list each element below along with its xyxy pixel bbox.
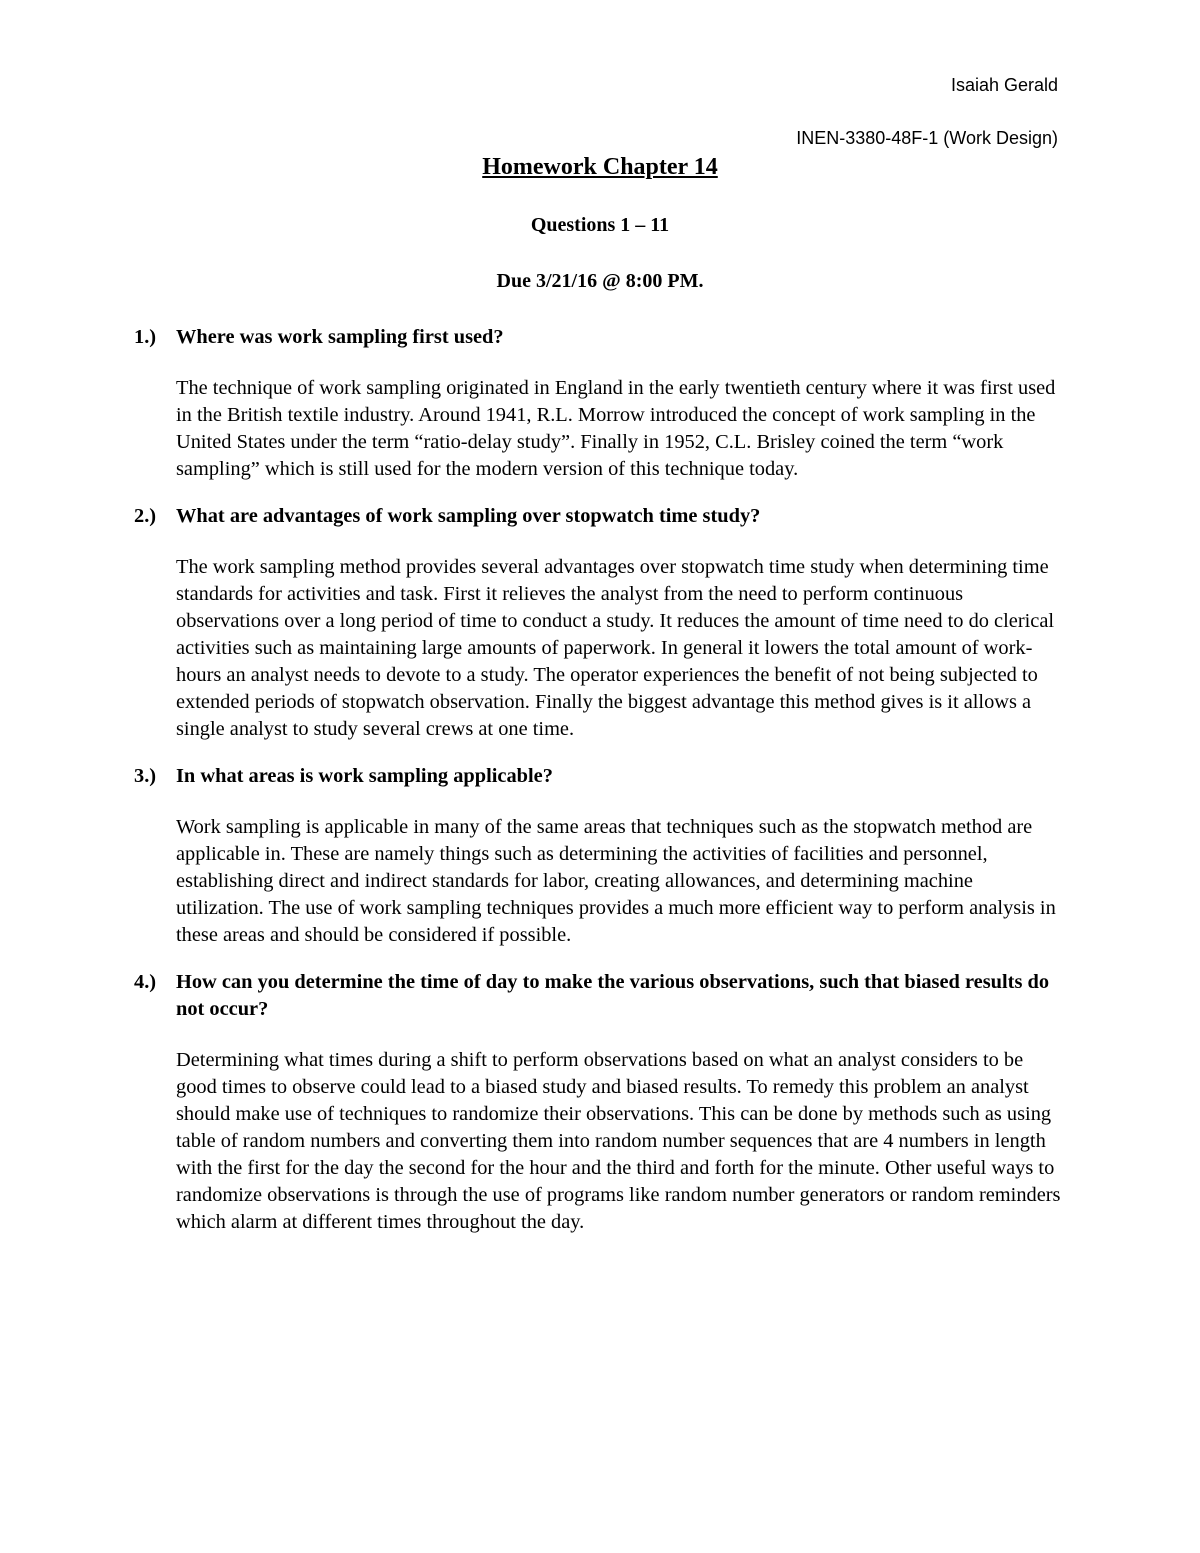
question-number: 1.) — [134, 326, 157, 348]
course-name: INEN-3380-48F-1 (Work Design) — [796, 128, 1058, 148]
question-number: 4.) — [134, 971, 157, 993]
question-item-4 — [134, 969, 1064, 1236]
answer-text: The work sampling method provides several advantages over stopwatch time study when determining time standards for activities and task. First it relieves the analyst from the need to perform continuous observations over a long period of time to conduct a study. It reduces the amount of time need to do clerical activities such as maintaining large amounts of paperwork. In general it lowers the total amount of work-hours an analyst needs to devote to a study. The operator experiences the benefit of not being subjected to extended periods of stopwatch observation. Finally the biggest advantage this method gives is it allows a single analyst to study several crews at one time. — [176, 556, 1055, 740]
answer-text: The technique of work sampling originated in England in the early twentieth century where it was first used in the British textile industry. Around 1941, R.L. Morrow introduced the concept of work sampling in the United States under the term “ratio-delay study”. Finally in 1952, C.L. Brisley coined the term “work sampling” which is still used for the modern version of this technique today. — [176, 377, 1056, 480]
question-item-1 — [134, 324, 1064, 483]
questions-range: Questions 1 – 11 — [530, 214, 670, 236]
answer-text: Work sampling is applicable in many of the same areas that techniques such as the stopwatch method are applicable in. These are namely things such as determining the activities of facilities and personnel, establishing direct and indirect standards for labor, creating allowances, and determining machine utilization. The use of work sampling techniques provides a much more efficient way to perform analysis in these areas and should be considered if possible. — [176, 816, 1056, 946]
answer-text: Determining what times during a shift to perform observations based on what an analyst considers to be good times to observe could lead to a biased study and biased results. To remedy this problem an analyst should make use of techniques to randomize their observations. This can be done by methods such as using table of random numbers and converting them into random number sequences that are 4 numbers in length with the first for the day the second for the hour and the third and forth for the minute. Other useful ways to randomize observations is through the use of programs like random number generators or random reminders which alarm at different times throughout the day. — [176, 1049, 1061, 1233]
question-text: What are advantages of work sampling over stopwatch time study? — [176, 505, 761, 527]
question-item-2 — [134, 503, 1064, 743]
question-heading — [134, 763, 1064, 790]
document-title: Homework Chapter 14 — [482, 154, 718, 180]
question-list — [134, 324, 1064, 1256]
question-text: How can you determine the time of day to make the various observations, such that biased results do not occur? — [176, 971, 1050, 1020]
question-heading — [134, 503, 1064, 530]
due-date: Due 3/21/16 @ 8:00 PM. — [496, 270, 704, 292]
question-heading — [134, 324, 1064, 351]
question-heading — [134, 969, 1064, 1023]
question-text: Where was work sampling first used? — [176, 326, 504, 348]
question-number: 3.) — [134, 765, 157, 787]
question-text: In what areas is work sampling applicable? — [176, 765, 553, 787]
author-name: Isaiah Gerald — [950, 75, 1058, 95]
question-number: 2.) — [134, 505, 157, 527]
question-item-3 — [134, 763, 1064, 949]
